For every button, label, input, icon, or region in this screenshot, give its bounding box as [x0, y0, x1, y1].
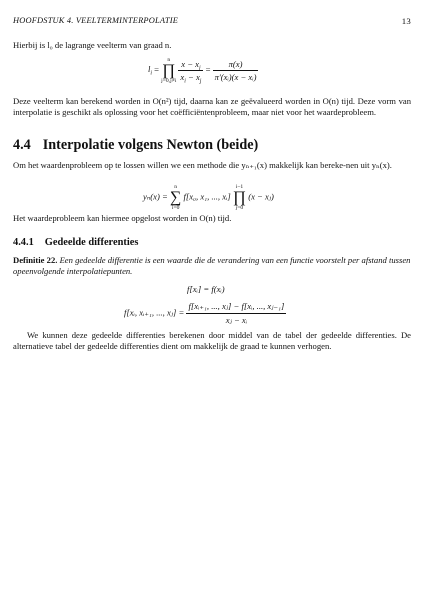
paragraph-value-problem: Het waardeprobleem kan hiermee opgelost worden in O(n) tijd. [13, 213, 232, 223]
page-number: 13 [401, 16, 411, 26]
eq4-fraction: $\frac{\text{f[xᵢ₊₁, ..., xⱼ] − f[xᵢ, ..., xⱼ₋₁]}}{\text{xⱼ − xᵢ}}$ [188, 301, 285, 325]
eq1-lhs: $l_i$ [148, 64, 153, 78]
eq2-product-operator: i−1 ∏ j=0 [232, 184, 247, 211]
equation-lagrange-polynomial: $l_i$ = n ∏ j=0,j≠i $\frac{x - x_j}{x_i - x_j}$ = $\frac{\pi(x)}{\text{π′(xᵢ)(x − xᵢ)}}$ [148, 57, 257, 85]
definition-block [13, 255, 411, 278]
running-header [13, 16, 411, 26]
eq1-fraction-left: $\frac{x - x_j}{x_i - x_j}$ [180, 59, 202, 85]
equation-newton-form: yₙ(x) = n ∑ i=0 f[x₀, x₁, ..., xᵢ] i−1 ∏ j=0 (x − xⱼ) [143, 184, 274, 211]
chapter-title: HOOFDSTUK 4. VEELTERMINTERPOLATIE [13, 16, 179, 25]
paragraph-complexity: Deze veelterm kan berekend worden in O(n²) tijd, daarna kan ze geëvalueerd worden in O(n) tijd. Deze vorm van interpolatie is geschikt als oplossing voor het coëfficiëntenprobleem, maar niet voor het waardeprobleem. [13, 96, 411, 118]
eq1-fraction-right: $\frac{\pi(x)}{\text{π′(xᵢ)(x − xᵢ)}}$ [214, 59, 257, 82]
eq2-sum-operator: n ∑ i=0 [169, 184, 182, 211]
section-heading: 4.4 Interpolatie volgens Newton (beide) [13, 137, 259, 153]
paragraph-table: We kunnen deze gedeelde differenties berekenen door middel van de tabel der gedeelde differenties. De alternatieve tabel der gedeelde differenties dient om makkelijk de graad te kunnen verhogen. [13, 330, 411, 352]
paragraph-newton-intro: Om het waardenprobleem op te lossen willen we een methode die yₙ₊₁(x) makkelijk kan bereke-nen uit yₙ(x). [13, 160, 392, 170]
definition-text: Een gedeelde differentie is een waarde die de verandering van een functie voorstelt per afstand tussen opeenvolgende interpolatiepunten. [13, 255, 411, 277]
paragraph-lagrange-intro: Hierbij is l₀ de lagrange veelterm van graad n. [13, 40, 172, 50]
subsection-heading: 4.4.1 Gedeelde differenties [13, 237, 139, 248]
equation-base-case: f[xᵢ] = f(xᵢ) [187, 284, 225, 294]
eq1-product-operator: n ∏ j=0,j≠i [161, 57, 177, 84]
equation-divided-difference: f[xᵢ, xᵢ₊₁, ..., xⱼ] = $\frac{\text{f[xᵢ₊₁, ..., xⱼ] − f[xᵢ, ..., xⱼ₋₁]}}{\text{xⱼ − xᵢ}}$ [124, 301, 285, 325]
definition-label: Definitie 22. [13, 255, 58, 265]
